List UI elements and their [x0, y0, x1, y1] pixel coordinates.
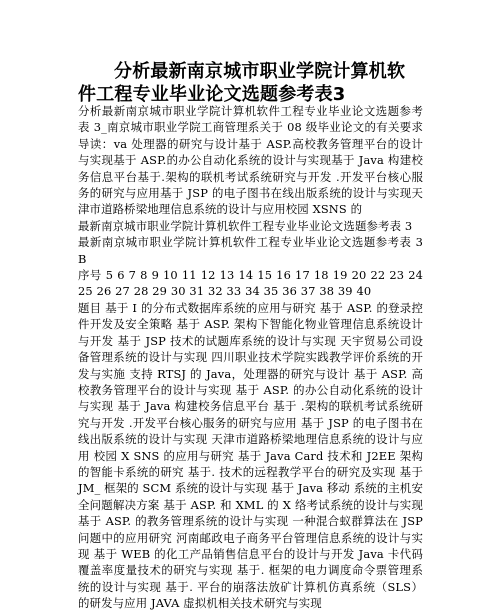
topics-paragraph: 题目 基于 I 的分布式数据库系统的应用与研究 基于 ASP. 的登录控件开发及安全策略 基于 ASP. 架构下智能化物业管理信息系统设计与开发 基于 JSP 技术的试题库系统的设计与实现 天宇贸易公司设备管理系统的设计与实现 四川职业技术学院实践教学评价系统的开发与实施 支持 RTSJ 的 Java，处理器的研究与设计 基于 ASP. 高校教务管理平台的设计与实现 基于 ASP. 的办公自动化系统的设计与实现 基于 Java 构建校务信息平台 基于 .架构的联机考试系统研究与开发 .开发平台核心服务的研究与应用 基于 JSP 的电子图书在线出版系统的设计与实现 天津市道路桥梁地理信息系统的设计与应用 校园 X SNS 的应用与研究 基于 Java Card 技术和 J2EE 架构的智能卡系统的研究 基于. 技术的远程教学平台的研究及实现 基于 JM_ 框架的 SCM 系统的设计与实现 基于 Java 移动 系统的主机安全问题解决方案 基于 ASP. 和 XML 的 X 络考试系统的设计与实现 基于 ASP. 的教务管理系统的设计与实现 一种混合蚁群算法在 JSP 问题中的应用研究 河南邮政电子商务平台管理信息系统的设计与实现 基于 WEB 的化工产品销售信息平台的设计与开发 Java 卡代码覆盖率度量技术的研究与实现 基于. 框架的电力调度命令票管理系统的设计与实现 基于. 平台的崩落法放矿计算机仿真系统（SLS）的研发与应用 JAVA 虚拟机相关技术研究与实现	[78, 300, 423, 611]
serial-number-row: 序号 5 6 7 8 9 10 11 12 13 14 15 16 17 18 19 20 22 23 24 25 26 27 28 29 30 31 32 33 34 35 36 37 38 39 40	[78, 268, 423, 299]
heading-line-1: 最新南京城市职业学院计算机软件工程专业毕业论文选题参考表 3	[78, 218, 413, 233]
heading-line-2: 最新南京城市职业学院计算机软件工程专业毕业论文选题参考表 3 B	[78, 235, 423, 266]
document-body	[78, 103, 423, 612]
document-title: 分析最新南京城市职业学院计算机软件工程专业毕业论文选题参考表3	[78, 61, 406, 105]
intro-paragraph: 分析最新南京城市职业学院计算机软件工程专业毕业论文选题参考表 3_南京城市职业学院工商管理系关于 08 级毕业论文的有关要求导读：va 处理器的研究与设计基于 ASP.高校教务管理平台的设计与实现基于 ASP.的办公自动化系统的设计与实现基于 Java 构建校务信息平台基于.架构的联机考试系统研究与开发 .开发平台核心服务的研究与应用基于 JSP 的电子图书在线出版系统的设计与实现天津市道路桥梁地理信息系统的设计与应用校园 XSNS 的	[78, 104, 423, 217]
